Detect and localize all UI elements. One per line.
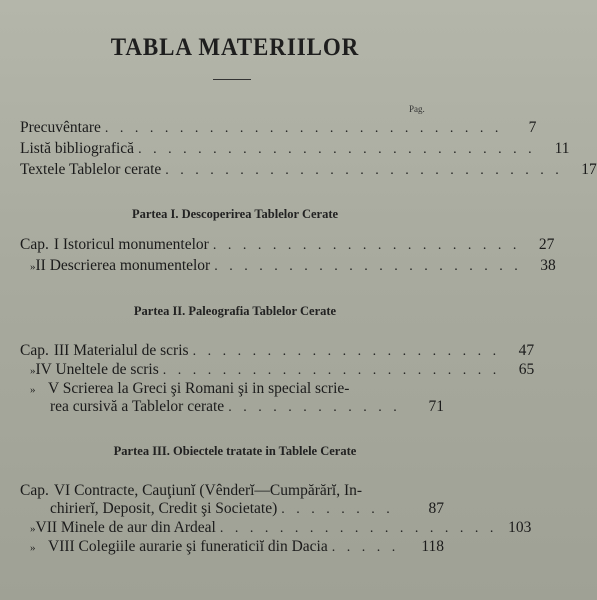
leader-dots: . . . . . . . . . . . . bbox=[228, 400, 401, 415]
toc-entry bbox=[30, 538, 444, 556]
toc-entry-page: 103 bbox=[508, 519, 532, 536]
toc-entry-prefix: » bbox=[30, 365, 36, 377]
toc-entry-text: rea cursivă a Tablelor cerate bbox=[50, 398, 225, 415]
toc-entry-page: 17 bbox=[581, 161, 597, 178]
toc-entry bbox=[30, 380, 444, 398]
toc-entry-prefix: Cap. bbox=[20, 236, 49, 253]
part-heading: Partea I. Descoperirea Tablelor Cerate bbox=[131, 207, 339, 221]
page-title: TABLA MATERIILOR bbox=[110, 34, 360, 61]
toc-entry-text: I Istoricul monumentelor bbox=[53, 236, 209, 253]
leader-dots: . . . . . . . . bbox=[281, 502, 394, 517]
toc-entry-page: 71 bbox=[428, 398, 444, 415]
toc-entry bbox=[20, 236, 555, 254]
toc-entry bbox=[30, 257, 556, 275]
part-heading: Partea III. Obiectele tratate in Tablele Cerate bbox=[113, 444, 357, 458]
toc-entry-text: Textele Tablelor cerate bbox=[20, 161, 162, 178]
toc-entry-page: 47 bbox=[518, 342, 535, 359]
toc-entry-text: chirierĭ, Deposit, Credit şi Societate) bbox=[50, 500, 278, 517]
toc-entry-prefix: Cap. bbox=[20, 342, 49, 359]
title-rule bbox=[213, 79, 251, 80]
toc-entry-page: 7 bbox=[528, 119, 537, 136]
leader-dots: . . . . . bbox=[331, 540, 400, 555]
leader-dots: . . . . . . . . . . . . . . . . . . . . . . . bbox=[162, 363, 501, 378]
toc-entry-text: VIII Colegiile aurarie şi funeraticiĭ din Dacia bbox=[48, 538, 328, 555]
toc-entry-prefix: » bbox=[30, 384, 36, 396]
toc-entry-page: 118 bbox=[421, 538, 444, 555]
toc-entry-page: 27 bbox=[538, 236, 555, 253]
toc-entry-text: II Descrierea monumentelor bbox=[35, 257, 211, 274]
toc-entry-text: III Materialul de scris bbox=[53, 342, 189, 359]
toc-entry-text: Precuvêntare bbox=[20, 119, 101, 136]
leader-dots: . . . . . . . . . . . . . . . . . . . . . . . . . . . bbox=[104, 121, 503, 136]
leader-dots: . . . . . . . . . . . . . . . . . . . . . . . . . . . bbox=[165, 163, 563, 178]
toc-entry-continuation bbox=[50, 398, 444, 416]
toc-entry bbox=[20, 482, 444, 500]
toc-entry-text: V Scrierea la Greci şi Romani şi in special scrie- bbox=[48, 380, 350, 397]
part-heading: Partea II. Paleografia Tablelor Cerate bbox=[133, 304, 337, 318]
toc-entry-page: 38 bbox=[540, 257, 556, 274]
leader-dots: . . . . . . . . . . . . . . . . . . . . . bbox=[214, 259, 522, 274]
toc-entry-text: VI Contracte, Cauţiunĭ (Vênderĭ—Cumpărărĭ, In- bbox=[53, 482, 363, 499]
toc-entry bbox=[20, 342, 535, 360]
toc-entry-page: 87 bbox=[428, 500, 444, 517]
toc-entry bbox=[30, 519, 532, 537]
toc-entry-prefix: » bbox=[30, 523, 36, 535]
toc-entry-prefix: Cap. bbox=[20, 482, 49, 499]
toc-entry-text: Listă bibliografică bbox=[20, 140, 135, 157]
toc-entry bbox=[20, 140, 570, 158]
toc-entry-prefix: » bbox=[30, 542, 36, 554]
toc-entry-continuation bbox=[50, 500, 444, 518]
leader-dots: . . . . . . . . . . . . . . . . . . . . . bbox=[192, 344, 501, 359]
toc-entry-text: IV Uneltele de scris bbox=[35, 361, 159, 378]
leader-dots: . . . . . . . . . . . . . . . . . . . . . . . . . . . bbox=[138, 142, 536, 157]
toc-entry-prefix: » bbox=[30, 261, 36, 273]
leader-dots: . . . . . . . . . . . . . . . . . . . . . bbox=[212, 238, 521, 253]
toc-entry-page: 65 bbox=[518, 361, 535, 378]
leader-dots: . . . . . . . . . . . . . . . . . . . bbox=[219, 521, 498, 536]
toc-entry-page: 11 bbox=[554, 140, 570, 157]
toc-entry-text: VII Minele de aur din Ardeal bbox=[35, 519, 216, 536]
toc-entry bbox=[20, 119, 537, 137]
toc-entry bbox=[30, 361, 535, 379]
page-column-header: Pag. bbox=[409, 104, 425, 114]
toc-entry bbox=[20, 161, 597, 179]
